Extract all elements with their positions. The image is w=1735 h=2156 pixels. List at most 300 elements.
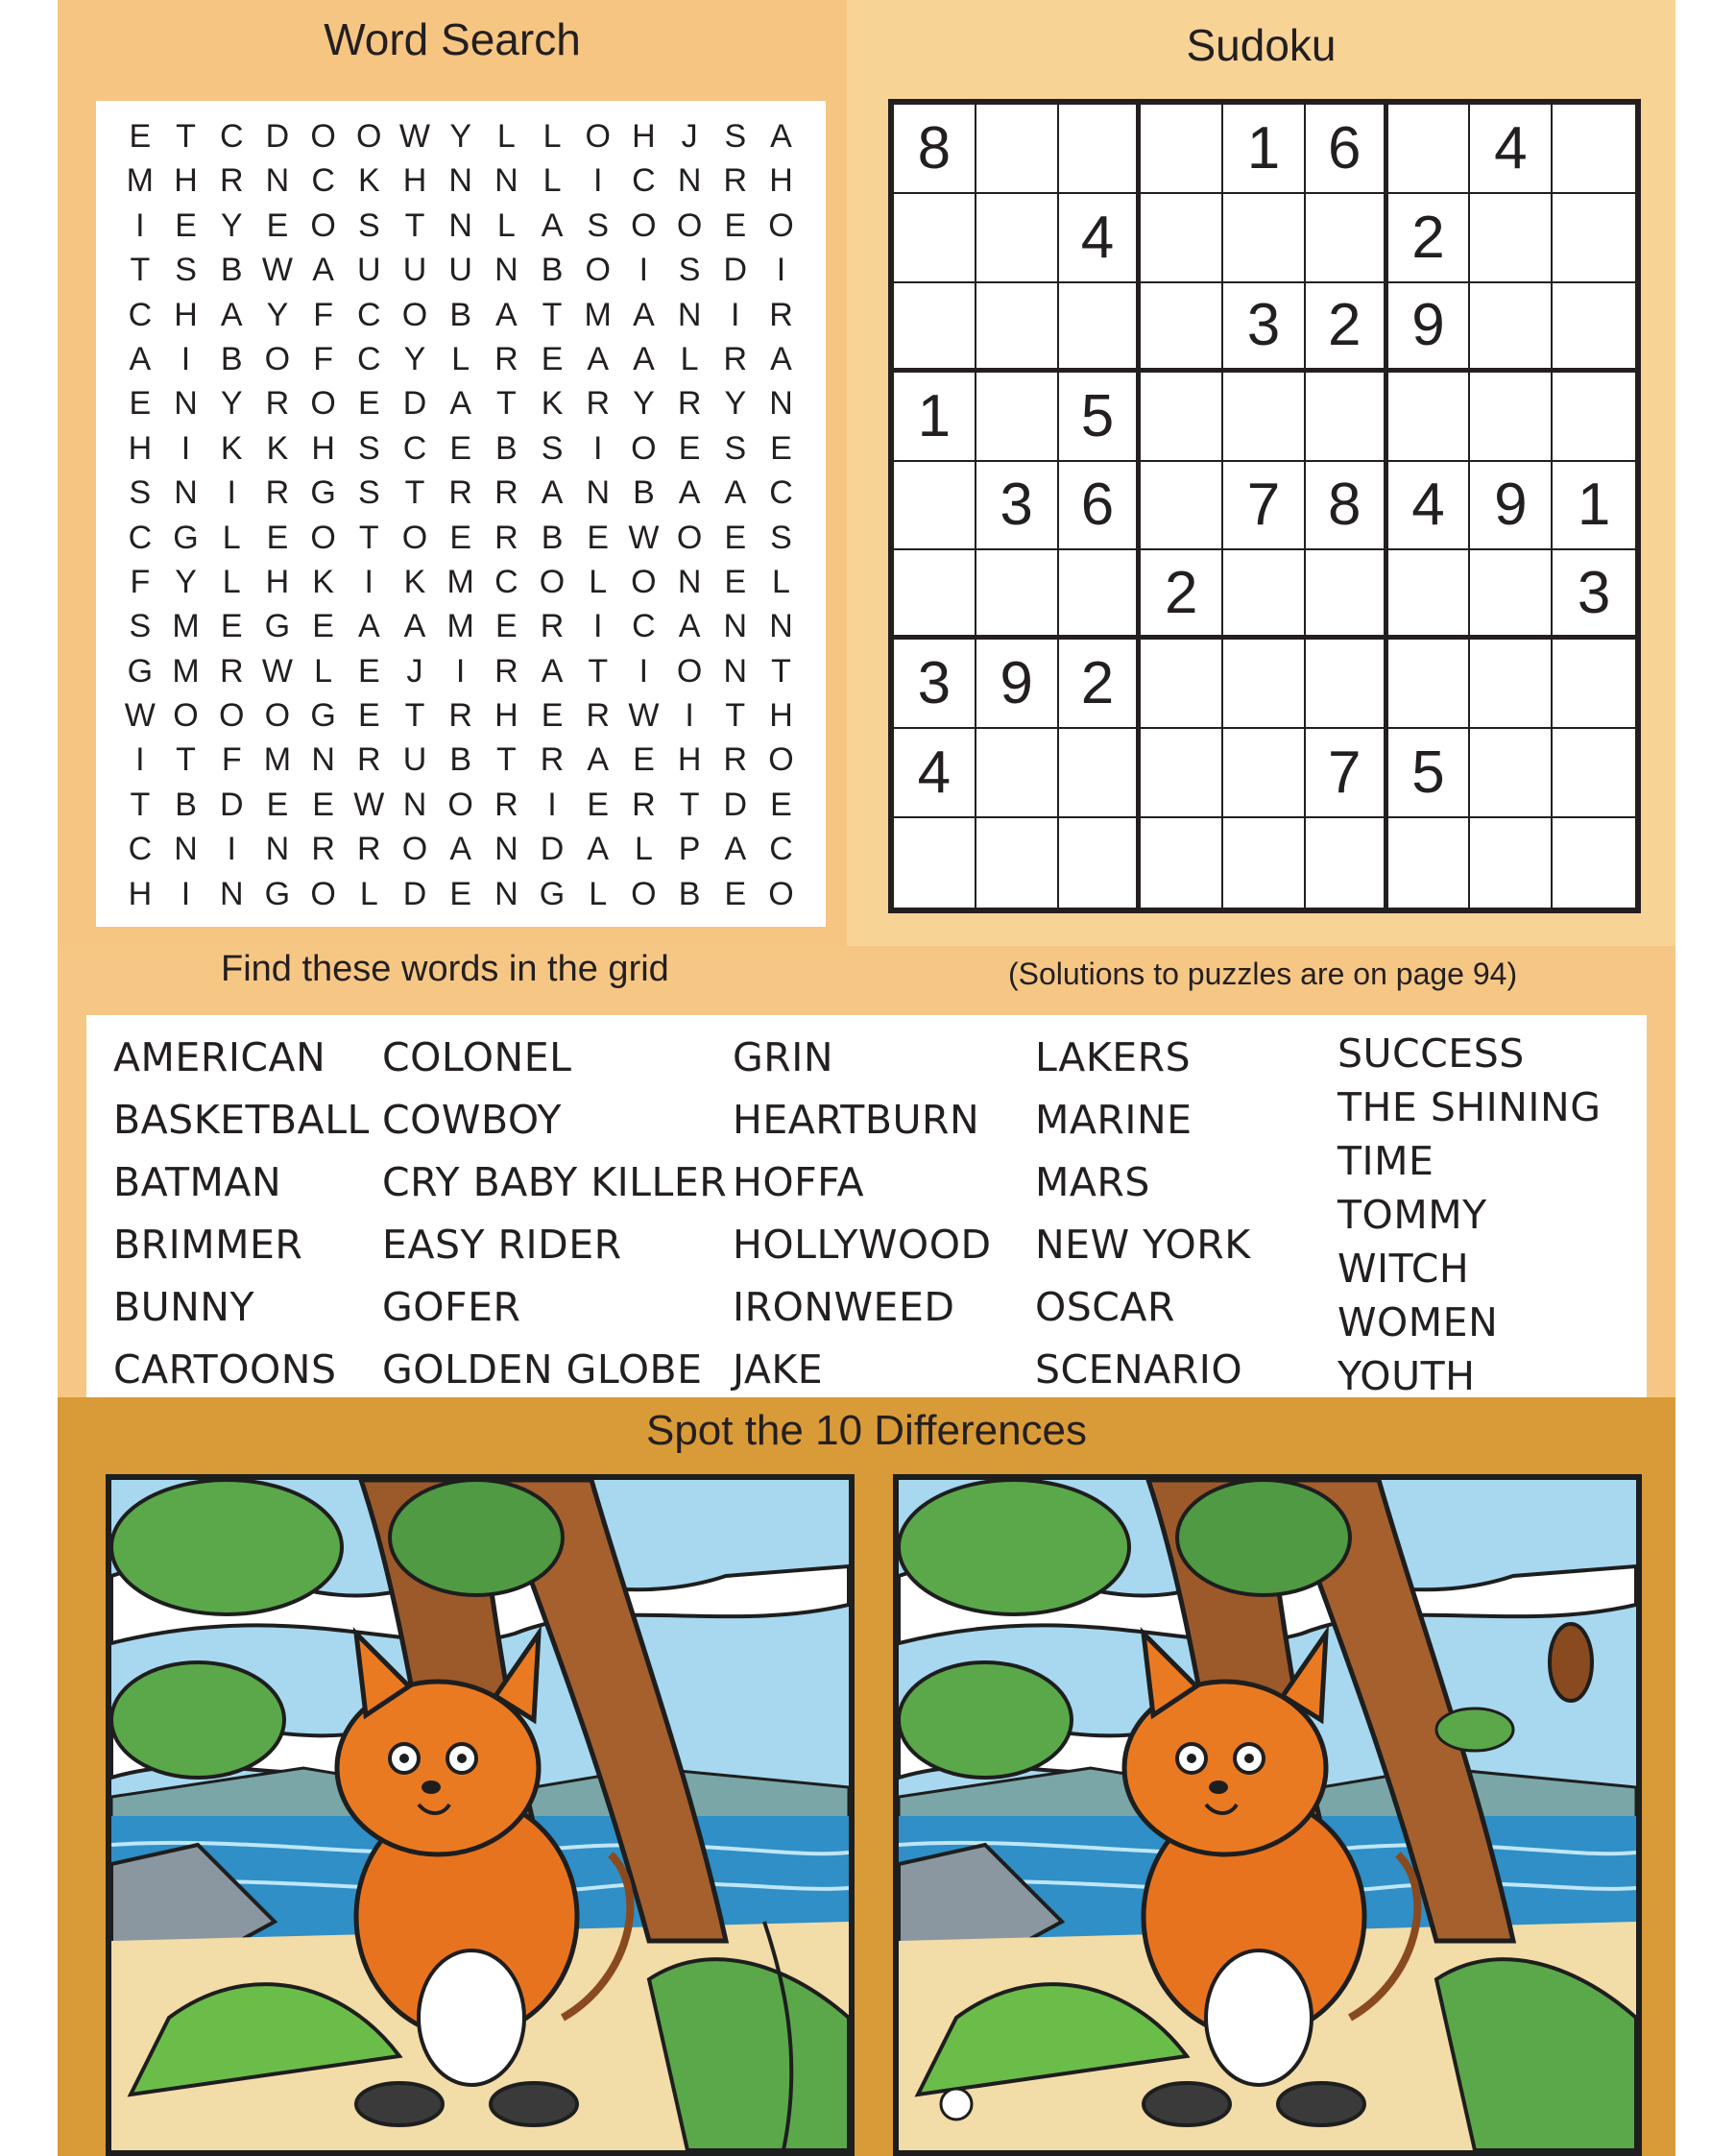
word-search-letter: Y bbox=[175, 563, 197, 600]
word-search-letter: R bbox=[448, 697, 472, 735]
sudoku-cell[interactable]: 9 bbox=[1388, 283, 1471, 373]
sudoku-cell[interactable] bbox=[894, 283, 976, 373]
word-search-letter: N bbox=[265, 162, 290, 200]
word-search-letter: I bbox=[181, 429, 191, 467]
word-search-letter: T bbox=[176, 741, 196, 779]
sudoku-cell[interactable]: 3 bbox=[1553, 550, 1635, 640]
sudoku-cell[interactable]: 6 bbox=[1306, 105, 1388, 194]
word-search-letter: O bbox=[768, 206, 794, 244]
word-search-letter: N bbox=[219, 875, 244, 912]
word-search-letter: A bbox=[678, 608, 701, 645]
word-search-letter: R bbox=[494, 474, 518, 512]
sudoku-cell[interactable] bbox=[1388, 550, 1471, 640]
sudoku-cell[interactable]: 1 bbox=[1553, 462, 1635, 551]
sudoku-cell[interactable]: 6 bbox=[1059, 462, 1142, 551]
word-list-item: TIME bbox=[1337, 1138, 1434, 1184]
word-search-letter: A bbox=[449, 831, 471, 868]
word-list-column-5 bbox=[1337, 1027, 1601, 1403]
word-search-letter: O bbox=[310, 519, 336, 556]
word-search-letter: G bbox=[310, 474, 336, 512]
word-search-letter: C bbox=[402, 429, 427, 467]
word-list-item: THE SHINING bbox=[1337, 1084, 1602, 1130]
sudoku-cell[interactable] bbox=[1306, 373, 1388, 462]
word-search-letter: A bbox=[449, 385, 471, 423]
sudoku-cell[interactable] bbox=[976, 729, 1059, 818]
sudoku-cell[interactable]: 2 bbox=[1306, 283, 1388, 373]
sudoku-cell[interactable] bbox=[1223, 194, 1306, 283]
sudoku-cell[interactable] bbox=[976, 550, 1059, 640]
word-search-letter: N bbox=[402, 786, 427, 823]
word-search-letter: I bbox=[181, 340, 191, 377]
word-search-letter: A bbox=[724, 474, 747, 512]
word-search-letter: T bbox=[495, 741, 517, 779]
sudoku-cell[interactable] bbox=[1141, 729, 1223, 818]
word-list-item: WITCH bbox=[1337, 1246, 1470, 1292]
word-search-letter: T bbox=[404, 474, 425, 512]
word-search-letter: T bbox=[404, 697, 425, 735]
word-search-letter: B bbox=[495, 429, 518, 467]
word-search-letter: F bbox=[221, 741, 242, 779]
sudoku-cell[interactable]: 4 bbox=[1388, 462, 1471, 551]
sudoku-cell[interactable]: 2 bbox=[1141, 550, 1223, 640]
word-search-letter: N bbox=[448, 162, 472, 200]
word-search-letter: H bbox=[174, 162, 198, 200]
word-search-letter: N bbox=[494, 252, 518, 289]
word-search-letter: B bbox=[220, 252, 243, 289]
word-search-letter: O bbox=[310, 118, 336, 155]
word-search-letter: B bbox=[449, 741, 471, 779]
word-search-letter: N bbox=[723, 652, 748, 690]
word-search-letter: S bbox=[129, 474, 152, 512]
word-search-letter: D bbox=[723, 252, 748, 289]
word-search-letter: L bbox=[772, 563, 790, 600]
word-search-letter: E bbox=[587, 519, 610, 556]
word-search-letter: G bbox=[173, 519, 199, 556]
word-search-letter: N bbox=[494, 831, 518, 868]
sudoku-cell[interactable]: 3 bbox=[894, 640, 976, 729]
sudoku-cell[interactable] bbox=[1470, 283, 1553, 373]
sudoku-cell[interactable] bbox=[1388, 105, 1471, 194]
word-search-letter: R bbox=[494, 519, 518, 556]
word-search-letter: M bbox=[126, 162, 154, 200]
word-search-letter: D bbox=[265, 118, 290, 155]
word-search-letter: G bbox=[127, 652, 154, 690]
word-search-letter: M bbox=[172, 652, 200, 690]
word-search-letter: N bbox=[723, 608, 748, 645]
word-search-letter: J bbox=[406, 652, 423, 690]
word-search-letter: E bbox=[770, 429, 792, 467]
word-search-letter: A bbox=[312, 252, 334, 289]
word-search-letter: E bbox=[449, 429, 471, 467]
word-search-letter: K bbox=[220, 429, 243, 467]
sudoku-cell[interactable] bbox=[1141, 640, 1223, 729]
word-search-letter: I bbox=[592, 429, 603, 467]
sudoku-cell[interactable] bbox=[1553, 194, 1635, 283]
sudoku-cell[interactable] bbox=[1470, 640, 1553, 729]
word-search-letter: E bbox=[495, 608, 518, 645]
word-search-letter: Y bbox=[266, 296, 289, 333]
word-search-letter: G bbox=[264, 608, 291, 645]
word-list-item: AMERICAN bbox=[113, 1034, 326, 1080]
word-search-letter: A bbox=[587, 340, 610, 377]
word-search-letter: C bbox=[769, 474, 793, 512]
sudoku-cell[interactable] bbox=[1059, 105, 1142, 194]
word-search-letter: R bbox=[219, 652, 244, 690]
word-list-column-4 bbox=[1035, 1027, 1251, 1401]
word-search-letter: L bbox=[589, 875, 608, 912]
word-search-letter: N bbox=[769, 385, 793, 423]
sudoku-cell[interactable] bbox=[1141, 283, 1223, 373]
word-search-letter: N bbox=[174, 831, 198, 868]
word-search-letter: E bbox=[724, 519, 747, 556]
sudoku-cell[interactable]: 7 bbox=[1223, 462, 1306, 551]
sudoku-cell[interactable] bbox=[1059, 550, 1142, 640]
word-search-letter: T bbox=[404, 206, 425, 244]
word-list-item: GOLDEN GLOBE bbox=[382, 1346, 703, 1393]
word-search-letter: O bbox=[539, 563, 566, 600]
sudoku-cell[interactable] bbox=[976, 818, 1059, 908]
word-search-letter: N bbox=[174, 385, 198, 423]
sudoku-cell[interactable] bbox=[894, 550, 976, 640]
word-search-letter: R bbox=[540, 741, 565, 779]
word-search-letter: E bbox=[541, 340, 564, 377]
sudoku-cell[interactable] bbox=[976, 283, 1059, 373]
word-search-letter: E bbox=[678, 429, 701, 467]
word-search-letter: O bbox=[310, 206, 336, 244]
word-search-letter: K bbox=[312, 563, 334, 600]
word-search-letter: R bbox=[311, 831, 335, 868]
sudoku-cell[interactable] bbox=[1059, 818, 1142, 908]
word-search-letter: S bbox=[357, 206, 380, 244]
sudoku-cell[interactable]: 4 bbox=[894, 729, 976, 818]
word-search-letter: Y bbox=[724, 385, 747, 423]
word-list-item: IRONWEED bbox=[733, 1284, 955, 1330]
sudoku-cell[interactable] bbox=[1306, 640, 1388, 729]
word-search-letter: E bbox=[266, 519, 289, 556]
word-search-letter: O bbox=[173, 697, 199, 735]
sudoku-cell[interactable] bbox=[976, 373, 1059, 462]
word-search-letter: K bbox=[541, 385, 564, 423]
sudoku-cell[interactable]: 8 bbox=[894, 105, 976, 194]
sudoku-cell[interactable] bbox=[1553, 105, 1635, 194]
word-search-letter: O bbox=[356, 118, 382, 155]
word-search-letter: U bbox=[402, 741, 427, 779]
word-search-letter: D bbox=[723, 786, 748, 823]
word-search-letter: I bbox=[685, 697, 694, 735]
word-search-letter: S bbox=[724, 118, 747, 155]
word-list-item: TOMMY bbox=[1337, 1192, 1487, 1238]
sudoku-cell[interactable] bbox=[1388, 640, 1471, 729]
sudoku-cell[interactable] bbox=[1223, 818, 1306, 908]
sudoku-cell[interactable]: 3 bbox=[976, 462, 1059, 551]
word-search-letter: O bbox=[401, 831, 428, 868]
word-list-item: BUNNY bbox=[113, 1284, 255, 1330]
sudoku-cell[interactable] bbox=[1470, 194, 1553, 283]
word-search-letter: I bbox=[227, 831, 236, 868]
sudoku-cell[interactable] bbox=[1553, 283, 1635, 373]
sudoku-cell[interactable]: 4 bbox=[1059, 194, 1142, 283]
word-search-letter: E bbox=[357, 697, 380, 735]
word-search-letter: N bbox=[677, 296, 702, 333]
sudoku-cell[interactable] bbox=[1553, 373, 1635, 462]
word-search-letter: S bbox=[678, 252, 701, 289]
sudoku-cell[interactable] bbox=[1223, 373, 1306, 462]
word-search-letter: E bbox=[357, 385, 380, 423]
sudoku-cell[interactable] bbox=[1141, 818, 1223, 908]
word-search-letter: M bbox=[584, 296, 612, 333]
word-search-letter: G bbox=[264, 875, 291, 912]
sudoku-cell[interactable]: 1 bbox=[1223, 105, 1306, 194]
sudoku-cell[interactable] bbox=[1470, 550, 1553, 640]
sudoku-cell[interactable]: 7 bbox=[1306, 729, 1388, 818]
word-search-letter: A bbox=[724, 831, 747, 868]
word-search-letter: F bbox=[313, 340, 333, 377]
sudoku-cell[interactable]: 5 bbox=[1388, 729, 1471, 818]
word-search-letter: I bbox=[135, 741, 145, 779]
word-search-letter: O bbox=[676, 206, 703, 244]
word-list-item: CARTOONS bbox=[113, 1346, 337, 1393]
sudoku-grid bbox=[888, 99, 1641, 913]
word-search-letter: H bbox=[311, 429, 335, 467]
word-search-letter: S bbox=[770, 519, 792, 556]
sudoku-cell[interactable] bbox=[894, 818, 976, 908]
word-search-letter: U bbox=[402, 252, 427, 289]
sudoku-cell[interactable]: 2 bbox=[1388, 194, 1471, 283]
word-search-letter: O bbox=[401, 519, 428, 556]
word-search-letter: A bbox=[220, 296, 243, 333]
word-list-item: MARINE bbox=[1035, 1097, 1193, 1143]
word-list-item: HOFFA bbox=[733, 1159, 865, 1205]
word-search-letter: O bbox=[676, 519, 703, 556]
word-list-item: LAKERS bbox=[1035, 1034, 1192, 1080]
word-search-letter: L bbox=[496, 206, 516, 244]
sudoku-cell[interactable] bbox=[1223, 550, 1306, 640]
difference-picture-right bbox=[893, 1474, 1642, 2156]
word-search-letter: K bbox=[357, 162, 380, 200]
difference-picture-left bbox=[106, 1474, 855, 2156]
word-search-letter: O bbox=[310, 385, 336, 423]
sudoku-cell[interactable] bbox=[1306, 818, 1388, 908]
word-list-column-3 bbox=[733, 1027, 992, 1401]
word-search-letter: L bbox=[589, 563, 608, 600]
word-search-letter: B bbox=[449, 296, 471, 333]
sudoku-cell[interactable] bbox=[1388, 373, 1471, 462]
sudoku-cell[interactable] bbox=[1470, 373, 1553, 462]
word-search-letter: N bbox=[677, 162, 702, 200]
word-search-letter: C bbox=[357, 296, 381, 333]
word-search-letter: O bbox=[631, 206, 657, 244]
word-search-letter: L bbox=[680, 340, 699, 377]
word-search-letter: E bbox=[724, 206, 747, 244]
word-search-letter: O bbox=[218, 697, 245, 735]
sudoku-cell[interactable] bbox=[894, 194, 976, 283]
word-search-letter: B bbox=[541, 252, 564, 289]
word-search-letter: N bbox=[311, 741, 335, 779]
sudoku-cell[interactable] bbox=[1223, 729, 1306, 818]
word-search-letter: A bbox=[541, 474, 564, 512]
word-search-letter: L bbox=[314, 652, 333, 690]
word-search-letter: T bbox=[679, 786, 700, 823]
word-search-letter: I bbox=[455, 652, 466, 690]
word-search-letter: H bbox=[174, 296, 198, 333]
word-search-letter: P bbox=[678, 831, 701, 868]
sudoku-cell[interactable] bbox=[1470, 729, 1553, 818]
word-list-item: HEARTBURN bbox=[733, 1097, 980, 1143]
word-search-letter: R bbox=[723, 162, 748, 200]
word-list-item: JAKE bbox=[733, 1346, 824, 1393]
sudoku-cell[interactable]: 9 bbox=[976, 640, 1059, 729]
word-search-letter: D bbox=[402, 875, 427, 912]
word-search-letter: F bbox=[130, 563, 151, 600]
word-search-letter: E bbox=[266, 786, 289, 823]
sudoku-cell[interactable]: 3 bbox=[1223, 283, 1306, 373]
sudoku-cell[interactable] bbox=[1553, 818, 1635, 908]
word-search-letter: H bbox=[494, 697, 518, 735]
word-search-letter: I bbox=[135, 206, 145, 244]
word-search-letter: D bbox=[219, 786, 244, 823]
word-search-letter: L bbox=[451, 340, 470, 377]
word-search-letter: O bbox=[585, 118, 611, 155]
word-search-title: Word Search bbox=[324, 14, 581, 64]
word-search-letter: C bbox=[769, 831, 793, 868]
word-search-letter: N bbox=[494, 162, 518, 200]
sudoku-cell[interactable] bbox=[976, 105, 1059, 194]
word-search-letter: I bbox=[639, 252, 649, 289]
word-search-letter: T bbox=[542, 296, 563, 333]
sudoku-cell[interactable] bbox=[1141, 462, 1223, 551]
sudoku-cell[interactable] bbox=[894, 462, 976, 551]
word-search-letter: L bbox=[542, 118, 562, 155]
word-search-letter: F bbox=[313, 296, 333, 333]
word-search-letter: L bbox=[634, 831, 653, 868]
sudoku-cell[interactable] bbox=[1470, 818, 1553, 908]
word-search-letter: R bbox=[723, 340, 748, 377]
word-search-letter: T bbox=[130, 786, 151, 823]
sudoku-cell[interactable] bbox=[976, 194, 1059, 283]
word-search-letter: M bbox=[172, 608, 200, 645]
word-list-item: CRY BABY KILLER bbox=[382, 1159, 728, 1205]
sudoku-cell[interactable]: 8 bbox=[1306, 462, 1388, 551]
word-search-letter: I bbox=[547, 786, 557, 823]
sudoku-cell[interactable] bbox=[1059, 729, 1142, 818]
word-search-letter: I bbox=[776, 252, 786, 289]
sudoku-cell[interactable] bbox=[1553, 640, 1635, 729]
word-search-letter: R bbox=[723, 741, 748, 779]
word-search-letter: Y bbox=[220, 385, 243, 423]
word-list-column-2 bbox=[382, 1027, 727, 1401]
sudoku-cell[interactable] bbox=[1388, 818, 1471, 908]
word-search-letter: S bbox=[724, 429, 747, 467]
word-search-letter: N bbox=[448, 206, 472, 244]
sudoku-cell[interactable]: 5 bbox=[1059, 373, 1142, 462]
word-list-item: GRIN bbox=[733, 1034, 834, 1080]
word-search-letter: T bbox=[130, 252, 151, 289]
sudoku-cell[interactable] bbox=[1141, 194, 1223, 283]
sudoku-cell[interactable]: 4 bbox=[1470, 105, 1553, 194]
word-search-letter: R bbox=[586, 385, 610, 423]
word-search-letter: E bbox=[633, 741, 655, 779]
word-search-letter: T bbox=[771, 652, 791, 690]
word-search-letter: R bbox=[357, 831, 381, 868]
word-search-letter: E bbox=[449, 519, 471, 556]
word-search-letter: R bbox=[219, 162, 244, 200]
word-search-letter: O bbox=[401, 296, 428, 333]
word-search-letter: O bbox=[631, 875, 657, 912]
word-search-letter: R bbox=[540, 608, 565, 645]
word-search-letter: S bbox=[541, 429, 564, 467]
sudoku-cell[interactable] bbox=[1306, 550, 1388, 640]
puzzle-page bbox=[58, 0, 1675, 2156]
word-search-letter: Y bbox=[449, 118, 471, 155]
word-search-letter: T bbox=[495, 385, 517, 423]
word-search-letter: C bbox=[219, 118, 244, 155]
word-search-letter: H bbox=[632, 118, 656, 155]
sudoku-cell[interactable] bbox=[1141, 373, 1223, 462]
word-list-item: YOUTH bbox=[1337, 1353, 1476, 1399]
word-search-letter: A bbox=[129, 340, 152, 377]
sudoku-cell[interactable]: 1 bbox=[894, 373, 976, 462]
word-search-letter: A bbox=[541, 206, 564, 244]
word-search-letter: W bbox=[124, 697, 156, 735]
word-search-letter: W bbox=[628, 697, 660, 735]
word-search-letter: Y bbox=[220, 206, 243, 244]
sudoku-cell[interactable] bbox=[1553, 729, 1635, 818]
word-list-item: BRIMMER bbox=[113, 1222, 303, 1268]
word-search-letter: E bbox=[357, 652, 380, 690]
word-search-letter: O bbox=[264, 697, 291, 735]
word-search-letter: S bbox=[357, 474, 380, 512]
word-search-letter: C bbox=[128, 296, 153, 333]
word-list-item: HOLLYWOOD bbox=[733, 1222, 992, 1268]
sudoku-cell[interactable] bbox=[1059, 283, 1142, 373]
word-search-letter: W bbox=[353, 786, 385, 823]
word-search-letter: O bbox=[631, 563, 657, 600]
word-search-letter: C bbox=[311, 162, 335, 200]
word-search-letter: L bbox=[542, 162, 562, 200]
word-list-item: OSCAR bbox=[1035, 1284, 1175, 1330]
word-search-letter: L bbox=[222, 519, 241, 556]
sudoku-cell[interactable] bbox=[1223, 640, 1306, 729]
sudoku-cell[interactable] bbox=[1141, 105, 1223, 194]
word-search-letter: N bbox=[677, 563, 702, 600]
word-search-letter: Y bbox=[633, 385, 655, 423]
word-search-letter: H bbox=[265, 563, 290, 600]
word-search-letter: S bbox=[587, 206, 610, 244]
sudoku-cell[interactable] bbox=[1306, 194, 1388, 283]
word-search-letter: W bbox=[261, 252, 293, 289]
word-search-letter: D bbox=[540, 831, 565, 868]
word-search-letter: E bbox=[770, 786, 792, 823]
word-search-letter: B bbox=[541, 519, 564, 556]
word-search-letter: A bbox=[770, 340, 792, 377]
word-search-letter: E bbox=[312, 608, 334, 645]
word-search-letter: E bbox=[175, 206, 197, 244]
word-list-item: SUCCESS bbox=[1337, 1030, 1525, 1077]
word-search-letter: E bbox=[724, 563, 747, 600]
word-search-letter: E bbox=[587, 786, 610, 823]
word-search-letter: O bbox=[631, 429, 657, 467]
word-search-letter: U bbox=[357, 252, 381, 289]
word-search-letter: N bbox=[174, 474, 198, 512]
sudoku-cell[interactable]: 9 bbox=[1470, 462, 1553, 551]
sudoku-cell[interactable]: 2 bbox=[1059, 640, 1142, 729]
word-search-letter: T bbox=[176, 118, 196, 155]
word-list-column-1 bbox=[113, 1027, 370, 1401]
word-search-letter: I bbox=[592, 608, 603, 645]
word-search-letter: L bbox=[359, 875, 378, 912]
differences-title: Spot the 10 Differences bbox=[645, 1407, 1088, 1454]
word-search-letter: M bbox=[446, 563, 474, 600]
